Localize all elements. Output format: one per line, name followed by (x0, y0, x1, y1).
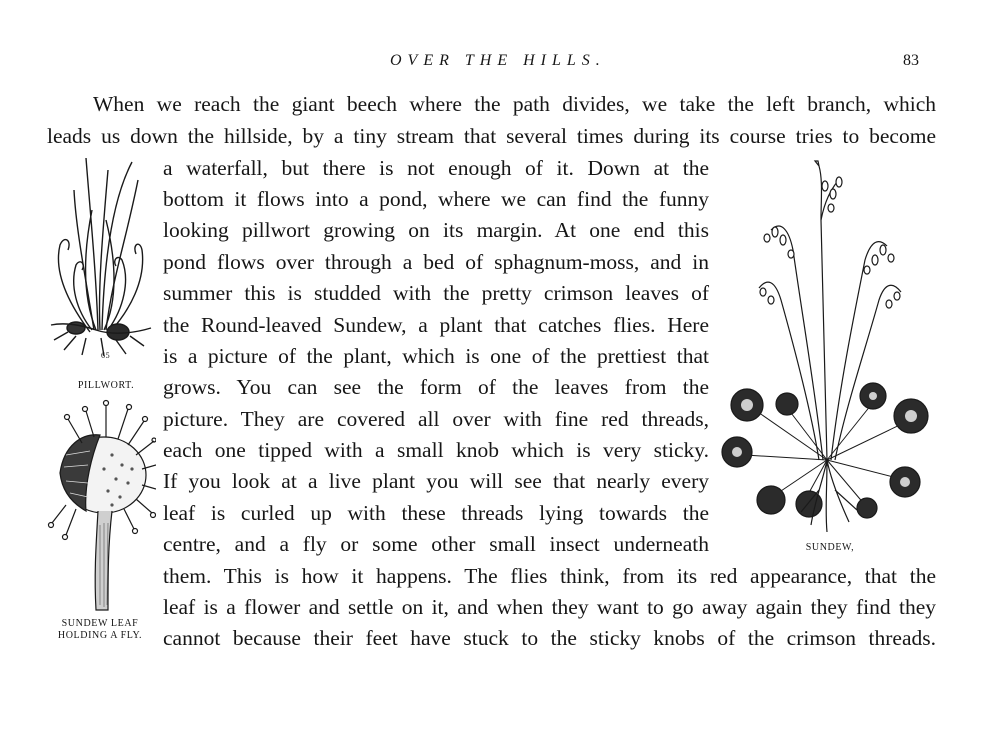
body-line: bottom it flows into a pond, where we can find the funny (163, 187, 709, 211)
body-line: leads us down the hillside, by a tiny stream that several times during its course tries to become (47, 124, 936, 148)
body-line: pond flows over through a bed of sphagnum-moss, and in (163, 250, 709, 274)
page-header (0, 52, 1000, 76)
sundew-caption: SUNDEW, (805, 542, 855, 553)
pillwort-caption: PILLWORT. (77, 380, 135, 391)
body-line: a waterfall, but there is not enough of it. Down at the (163, 156, 709, 180)
sundew-illustration (715, 160, 945, 540)
sundew-leaf-caption-line-2: HOLDING A FLY. (57, 630, 143, 641)
body-line: the Round-leaved Sundew, a plant that catches flies. Here (163, 313, 709, 337)
body-line: looking pillwort growing on its margin. At one end this (163, 218, 709, 242)
pillwort-plate-mark: 65 (101, 351, 111, 360)
body-line: leaf is a flower and settle on it, and when they want to go away again they find they (163, 595, 936, 619)
running-title: OVER THE HILLS. (390, 52, 606, 69)
body-line: is a picture of the plant, which is one of the prettiest that (163, 344, 709, 368)
pillwort-illustration (46, 150, 156, 365)
body-line: them. This is how it happens. The flies think, from its red appearance, that the (163, 564, 936, 588)
body-line: grows. You can see the form of the leaves from the (163, 375, 709, 399)
body-line: summer this is studded with the pretty crimson leaves of (163, 281, 709, 305)
body-line: When we reach the giant beech where the path divides, we take the left branch, which (93, 92, 936, 116)
body-line: picture. They are covered all over with fine red threads, (163, 407, 709, 431)
body-line: If you look at a live plant you will see that nearly every (163, 469, 709, 493)
sundew-leaf-illustration (46, 395, 156, 617)
body-line: leaf is curled up with these threads lying towards the (163, 501, 709, 525)
body-line: cannot because their feet have stuck to the sticky knobs of the crimson threads. (163, 626, 936, 650)
page-number: 83 (903, 52, 919, 69)
sundew-leaf-caption-line-1: SUNDEW LEAF (61, 618, 139, 629)
body-line: each one tipped with a small knob which is very sticky. (163, 438, 709, 462)
body-line: centre, and a fly or some other small insect underneath (163, 532, 709, 556)
